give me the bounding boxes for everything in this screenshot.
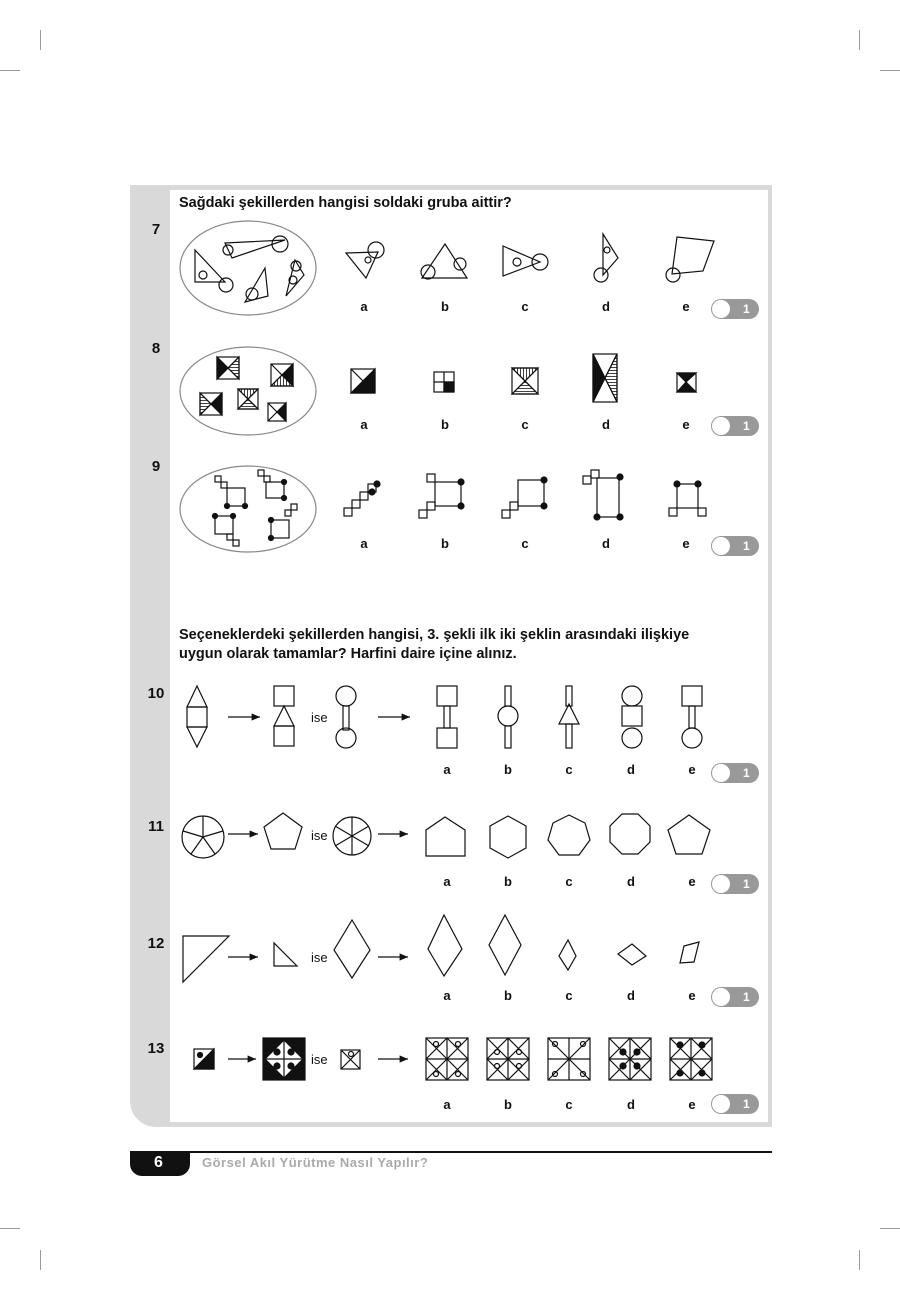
option-letter[interactable]: e [682, 417, 690, 432]
option-letter[interactable]: d [602, 536, 610, 551]
option-letter[interactable]: c [565, 1097, 573, 1112]
option-letter[interactable]: c [565, 988, 573, 1003]
option-letter[interactable]: c [565, 874, 573, 889]
score-value: 1 [743, 302, 750, 316]
score-value: 1 [743, 990, 750, 1004]
option-letter[interactable]: a [443, 1097, 451, 1112]
crop-mark [40, 30, 41, 50]
option-letter[interactable]: c [521, 417, 529, 432]
option-letter[interactable]: e [688, 874, 696, 889]
option-letter[interactable]: b [441, 536, 449, 551]
crop-mark [880, 70, 900, 71]
option-letter[interactable]: a [360, 417, 368, 432]
option-letter[interactable]: d [627, 874, 635, 889]
option-letter[interactable]: b [504, 1097, 512, 1112]
page-number: 6 [154, 1154, 163, 1171]
ise-label: ise [311, 950, 328, 965]
option-letter[interactable]: b [504, 762, 512, 777]
ise-label: ise [311, 1052, 328, 1067]
crop-mark [0, 1228, 20, 1229]
book-title: Görsel Akıl Yürütme Nasıl Yapılır? [202, 1155, 429, 1170]
option-letter[interactable]: d [602, 299, 610, 314]
option-letter[interactable]: a [443, 874, 451, 889]
question-number: 12 [147, 935, 165, 952]
option-letter[interactable]: e [688, 762, 696, 777]
crop-mark [40, 1250, 41, 1270]
question-number: 9 [151, 458, 161, 475]
option-letter[interactable]: b [504, 988, 512, 1003]
question-number: 11 [148, 818, 164, 835]
question-number: 8 [151, 340, 161, 357]
answer-circle[interactable] [712, 764, 730, 782]
option-letter[interactable]: d [602, 417, 610, 432]
crop-mark [880, 1228, 900, 1229]
ise-label: ise [311, 710, 328, 725]
crop-mark [859, 1250, 860, 1270]
question-number: 7 [151, 221, 161, 238]
score-value: 1 [743, 877, 750, 891]
score-pill[interactable] [711, 1094, 759, 1114]
option-letter[interactable]: e [688, 988, 696, 1003]
section1-instruction: Sağdaki şekillerden hangisi soldaki gruba aittir? [179, 195, 512, 211]
score-pill[interactable] [711, 299, 759, 319]
option-letter[interactable]: b [441, 299, 449, 314]
score-pill[interactable] [711, 416, 759, 436]
score-value: 1 [743, 539, 750, 553]
score-value: 1 [743, 1097, 750, 1111]
page-number-badge [130, 1152, 190, 1176]
option-letter[interactable]: a [443, 762, 451, 777]
option-letter[interactable]: a [360, 536, 368, 551]
crop-mark [0, 70, 20, 71]
option-letter[interactable]: d [627, 988, 635, 1003]
score-pill[interactable] [711, 536, 759, 556]
answer-circle[interactable] [712, 537, 730, 555]
section2-instruction-line1: Seçeneklerdeki şekillerden hangisi, 3. şekli ilk iki şeklin arasındaki ilişkiye [179, 627, 690, 643]
option-letter[interactable]: c [565, 762, 573, 777]
footer-rule [130, 1151, 772, 1153]
option-letter[interactable]: c [521, 299, 529, 314]
question-number: 13 [147, 1040, 165, 1057]
option-letter[interactable]: a [443, 988, 451, 1003]
answer-circle[interactable] [712, 875, 730, 893]
ise-label: ise [311, 828, 328, 843]
option-letter[interactable]: d [627, 762, 635, 777]
score-pill[interactable] [711, 874, 759, 894]
answer-circle[interactable] [712, 417, 730, 435]
section2-instruction-line2: uygun olarak tamamlar? Harfini daire içine alınız. [179, 646, 517, 662]
question-number: 10 [147, 685, 165, 702]
option-letter[interactable]: a [360, 299, 368, 314]
option-letter[interactable]: e [682, 299, 690, 314]
crop-mark [859, 30, 860, 50]
option-letter[interactable]: e [682, 536, 690, 551]
option-letter[interactable]: c [521, 536, 529, 551]
option-letter[interactable]: d [627, 1097, 635, 1112]
answer-circle[interactable] [712, 1095, 730, 1113]
score-value: 1 [743, 419, 750, 433]
score-pill[interactable] [711, 763, 759, 783]
option-letter[interactable]: b [504, 874, 512, 889]
answer-circle[interactable] [712, 988, 730, 1006]
answer-circle[interactable] [712, 300, 730, 318]
score-value: 1 [743, 766, 750, 780]
option-letter[interactable]: e [688, 1097, 696, 1112]
score-pill[interactable] [711, 987, 759, 1007]
option-letter[interactable]: b [441, 417, 449, 432]
